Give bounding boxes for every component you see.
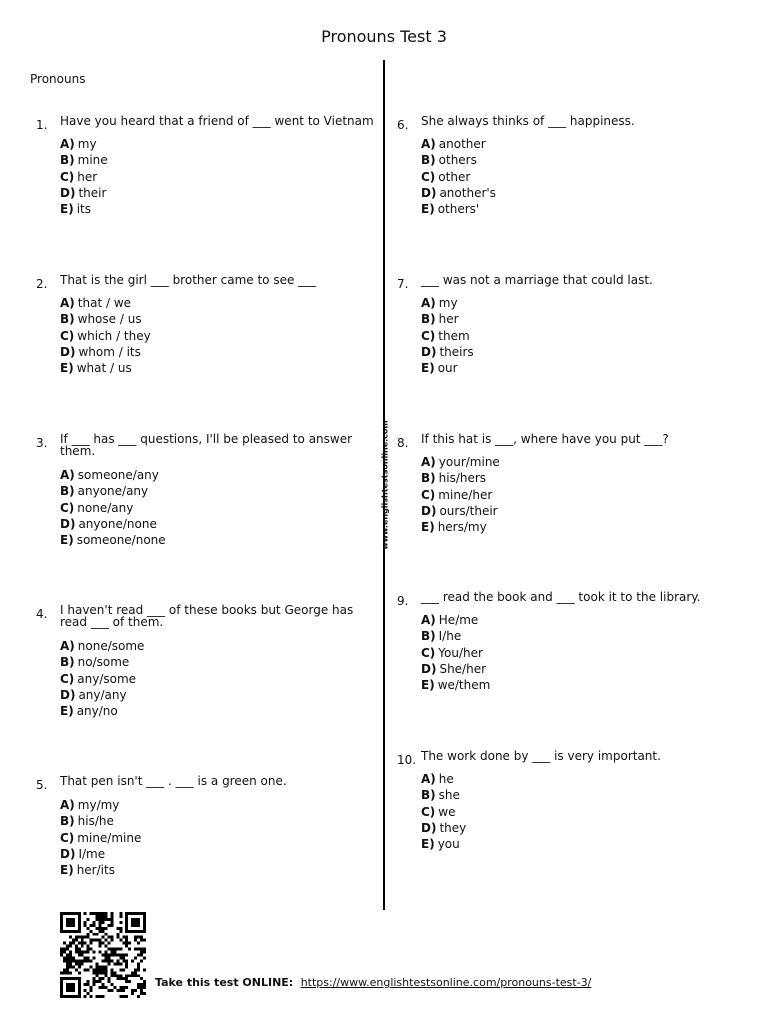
answer-option[interactable] (421, 820, 466, 836)
answer-option[interactable] (60, 671, 144, 687)
question-text: I haven't read ___ of these books but George has read ___ of them. (60, 603, 354, 629)
question-number: 10. (397, 753, 417, 767)
answer-option[interactable] (60, 703, 144, 719)
answer-option[interactable] (60, 483, 166, 499)
option-text: She/her (439, 661, 487, 676)
option-text: He/me (438, 613, 479, 627)
answer-option[interactable] (421, 201, 496, 217)
option-text: whose / us (77, 312, 142, 327)
option-text: another (438, 137, 486, 151)
option-letter: E) (60, 361, 74, 376)
question-number: 5. (36, 778, 48, 792)
answer-option[interactable] (421, 645, 490, 661)
answer-option[interactable] (60, 830, 141, 846)
question-text: ___ read the book and ___ took it to the library. (421, 590, 701, 604)
qr-code-icon (58, 912, 148, 998)
option-text: others' (437, 202, 480, 217)
option-letter: E) (421, 678, 435, 693)
option-letter: E) (60, 202, 74, 217)
question-number: 6. (397, 118, 409, 132)
option-letter: C) (60, 830, 75, 845)
option-letter: B) (60, 655, 75, 670)
page-title: Pronouns Test 3 (321, 27, 447, 46)
answer-option[interactable] (421, 628, 490, 644)
option-text: You/her (438, 645, 483, 660)
option-text: what / us (76, 361, 132, 376)
option-text: any/no (76, 704, 118, 719)
option-letter: C) (60, 671, 75, 686)
answer-option[interactable] (60, 797, 141, 813)
answer-option[interactable] (60, 500, 166, 516)
section-subtitle: Pronouns (30, 72, 86, 86)
option-letter: D) (421, 820, 437, 835)
answer-option[interactable] (421, 787, 466, 803)
option-letter: D) (421, 661, 437, 676)
option-letter: D) (60, 846, 76, 861)
option-letter: E) (60, 863, 74, 878)
option-text: none/some (77, 639, 145, 653)
option-letter: D) (60, 516, 76, 531)
option-letter: E) (421, 837, 435, 852)
option-letter: D) (60, 687, 76, 702)
option-letter: B) (421, 153, 436, 168)
option-letter: A) (60, 468, 75, 482)
answer-option[interactable] (421, 169, 496, 185)
option-letter: C) (421, 169, 436, 184)
option-letter: A) (60, 639, 75, 653)
option-letter: C) (60, 169, 75, 184)
answer-option[interactable] (60, 654, 144, 670)
question-text: If this hat is ___, where have you put ___? (421, 432, 669, 446)
answer-option[interactable] (60, 846, 141, 862)
answer-option[interactable] (60, 295, 151, 311)
answer-option[interactable] (421, 677, 490, 693)
option-letter: B) (60, 153, 75, 168)
answer-option[interactable] (421, 470, 500, 486)
question-text: The work done by ___ is very important. (421, 749, 661, 763)
option-letter: A) (421, 613, 436, 627)
option-letter: A) (421, 772, 436, 786)
answer-option[interactable] (60, 862, 141, 878)
option-letter: C) (421, 487, 436, 502)
answer-options (421, 771, 466, 852)
answer-option[interactable] (60, 328, 151, 344)
option-text: her/its (76, 863, 115, 878)
answer-option[interactable] (421, 487, 500, 503)
option-letter: E) (421, 202, 435, 217)
answer-options (421, 612, 490, 693)
option-letter: A) (421, 455, 436, 469)
answer-option[interactable] (60, 532, 166, 548)
option-text: you (437, 837, 460, 852)
answer-option[interactable] (60, 344, 151, 360)
answer-option[interactable] (421, 328, 474, 344)
option-letter: B) (60, 312, 75, 327)
question-text: Have you heard that a friend of ___ went to Vietnam (60, 114, 374, 128)
option-letter: D) (421, 344, 437, 359)
option-letter: E) (421, 361, 435, 376)
answer-option[interactable] (421, 344, 474, 360)
option-text: anyone/none (78, 516, 157, 531)
option-text: someone/none (76, 533, 166, 548)
question-text: ___ was not a marriage that could last. (421, 273, 653, 287)
answer-options (60, 467, 166, 548)
option-text: mine (77, 153, 108, 168)
answer-option[interactable] (421, 804, 466, 820)
question-number: 3. (36, 436, 48, 450)
option-letter: D) (421, 185, 437, 200)
answer-option[interactable] (60, 136, 108, 152)
answer-option[interactable] (421, 295, 474, 311)
option-text: whom / its (78, 344, 141, 359)
option-letter: D) (60, 344, 76, 359)
option-text: ours/their (439, 503, 498, 518)
answer-option[interactable] (60, 185, 108, 201)
question-text: She always thinks of ___ happiness. (421, 114, 635, 128)
option-letter: C) (60, 500, 75, 515)
answer-option[interactable] (421, 311, 474, 327)
question-number: 2. (36, 277, 48, 291)
answer-option[interactable] (421, 612, 490, 628)
answer-option[interactable] (421, 661, 490, 677)
option-text: I/me (78, 846, 106, 861)
option-text: no/some (77, 655, 130, 670)
question-number: 7. (397, 277, 409, 291)
answer-option[interactable] (421, 519, 500, 535)
option-text: mine/mine (77, 830, 142, 845)
option-letter: B) (421, 312, 436, 327)
option-text: other (438, 169, 471, 184)
option-letter: C) (421, 645, 436, 660)
answer-option[interactable] (60, 813, 141, 829)
option-text: mine/her (438, 487, 493, 502)
option-letter: E) (60, 533, 74, 548)
option-letter: A) (60, 798, 75, 812)
footer (155, 976, 591, 989)
answer-options (60, 797, 141, 878)
footer-link[interactable]: https://www.englishtestsonline.com/pronouns-test-3/ (300, 976, 592, 989)
option-letter: D) (421, 503, 437, 518)
option-text: theirs (439, 344, 474, 359)
answer-option[interactable] (421, 503, 500, 519)
option-letter: E) (60, 704, 74, 719)
answer-option[interactable] (60, 201, 108, 217)
option-text: his/he (77, 814, 114, 829)
answer-option[interactable] (421, 185, 496, 201)
answer-option[interactable] (421, 454, 500, 470)
vertical-site-text: www.englishtestsonline.com (380, 420, 390, 550)
answer-options (421, 136, 496, 217)
option-text: that / we (77, 296, 132, 310)
question-number: 8. (397, 436, 409, 450)
answer-option[interactable] (60, 152, 108, 168)
option-letter: B) (60, 814, 75, 829)
answer-option[interactable] (60, 516, 166, 532)
option-letter: A) (60, 137, 75, 151)
option-letter: B) (421, 471, 436, 486)
answer-option[interactable] (60, 638, 144, 654)
option-text: hers/my (437, 520, 487, 535)
question-number: 1. (36, 118, 48, 132)
option-letter: C) (421, 328, 436, 343)
option-text: he (438, 772, 454, 786)
option-text: any/some (77, 671, 137, 686)
option-text: any/any (78, 687, 127, 702)
option-text: their (78, 185, 107, 200)
answer-option[interactable] (421, 771, 466, 787)
option-text: someone/any (77, 468, 159, 482)
answer-options (60, 136, 108, 217)
option-text: our (437, 361, 458, 376)
answer-options (421, 295, 474, 376)
option-letter: C) (421, 804, 436, 819)
option-letter: E) (421, 520, 435, 535)
answer-option[interactable] (421, 152, 496, 168)
option-text: another's (439, 185, 496, 200)
question-text: That pen isn't ___ . ___ is a green one. (60, 774, 287, 788)
option-letter: B) (60, 484, 75, 499)
answer-options (421, 454, 500, 535)
option-text: my/my (77, 798, 120, 812)
option-letter: C) (60, 328, 75, 343)
option-text: her (438, 312, 459, 327)
option-text: which / they (77, 328, 151, 343)
option-text: his/hers (438, 471, 487, 486)
answer-option[interactable] (60, 467, 166, 483)
option-text: my (438, 296, 458, 310)
option-letter: B) (421, 788, 436, 803)
option-text: her (77, 169, 98, 184)
answer-option[interactable] (421, 360, 474, 376)
option-text: we (438, 804, 456, 819)
option-letter: A) (421, 137, 436, 151)
answer-options (60, 638, 144, 719)
answer-options (60, 295, 151, 376)
option-text: they (439, 820, 467, 835)
option-letter: B) (421, 629, 436, 644)
question-number: 4. (36, 607, 48, 621)
answer-option[interactable] (60, 687, 144, 703)
option-text: we/them (437, 678, 491, 693)
option-text: your/mine (438, 455, 500, 469)
option-text: I/he (438, 629, 462, 644)
option-text: them (438, 328, 470, 343)
option-text: she (438, 788, 460, 803)
option-letter: D) (60, 185, 76, 200)
option-text: its (76, 202, 91, 217)
option-letter: A) (421, 296, 436, 310)
option-text: others (438, 153, 477, 168)
option-text: my (77, 137, 97, 151)
footer-label: Take this test ONLINE: (155, 976, 294, 989)
question-text: That is the girl ___ brother came to see ___ (60, 273, 317, 287)
answer-option[interactable] (421, 836, 466, 852)
answer-option[interactable] (60, 311, 151, 327)
option-text: anyone/any (77, 484, 149, 499)
answer-option[interactable] (60, 360, 151, 376)
option-letter: A) (60, 296, 75, 310)
question-number: 9. (397, 594, 409, 608)
answer-option[interactable] (421, 136, 496, 152)
question-text: If ___ has ___ questions, I'll be pleased to answer them. (60, 432, 353, 458)
option-text: none/any (77, 500, 134, 515)
answer-option[interactable] (60, 169, 108, 185)
